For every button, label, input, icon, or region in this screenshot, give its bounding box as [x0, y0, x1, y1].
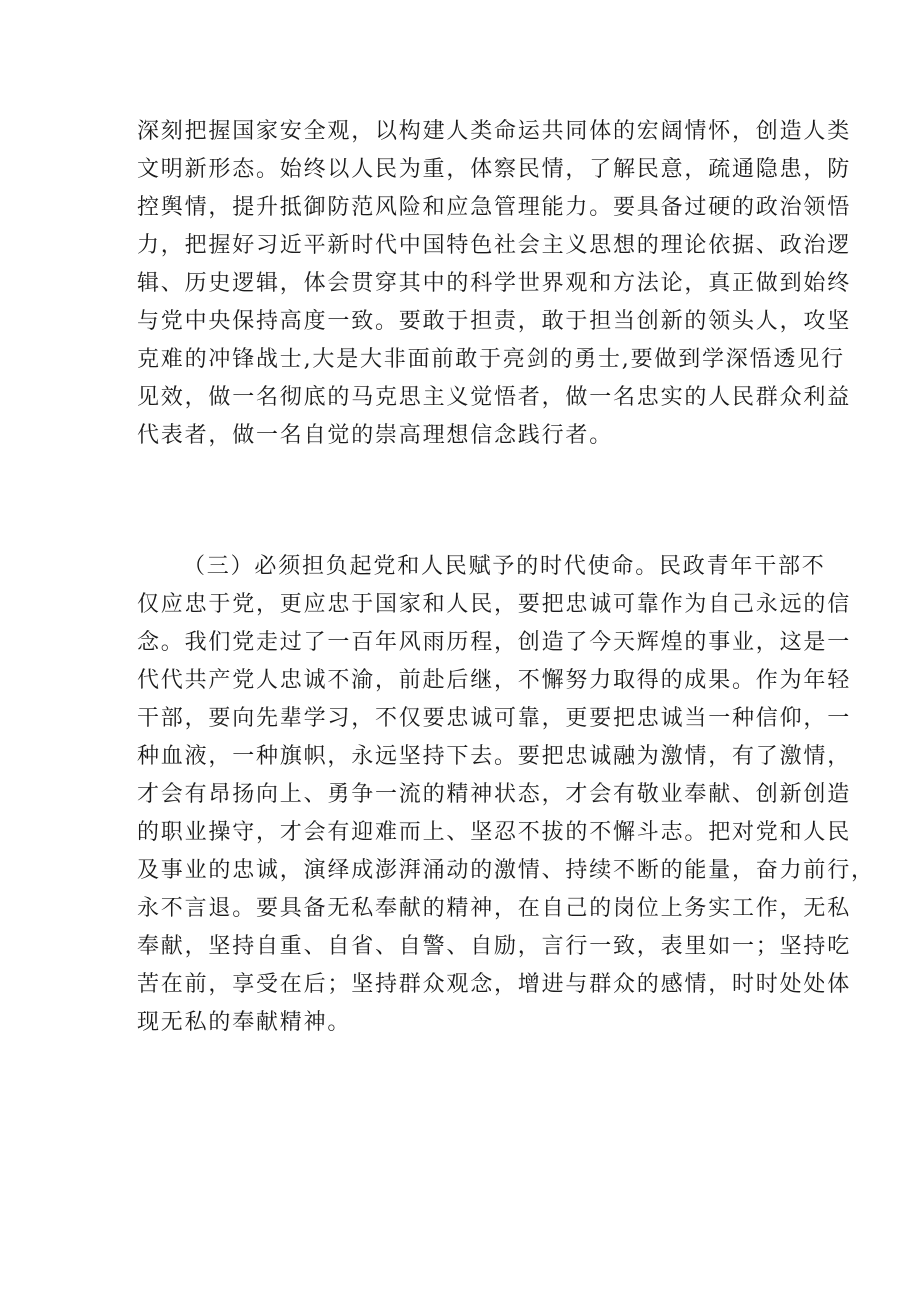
paragraph-line: 控舆情，提升抵御防范风险和应急管理能力。要具备过硬的政治领悟	[137, 195, 852, 220]
paragraph-line: 种血液，一种旗帜，永远坚持下去。要把忠诚融为激情，有了激情，	[137, 744, 852, 769]
paragraph-line: 的职业操守，才会有迎难而上、坚忍不拔的不懈斗志。把对党和人民	[137, 820, 852, 845]
paragraph-line: 及事业的忠诚，演绎成澎湃涌动的激情、持续不断的能量，奋力前行，	[137, 858, 875, 883]
paragraph-line: 辑、历史逻辑，体会贯穿其中的科学世界观和方法论，真正做到始终	[137, 271, 852, 296]
paragraph-line: 文明新形态。始终以人民为重，体察民情，了解民意，疏通隐患，防	[137, 157, 852, 182]
paragraph-line: 见效，做一名彻底的马克思主义觉悟者，做一名忠实的人民群众利益	[137, 385, 852, 410]
paragraph-line: 克难的冲锋战士,大是大非面前敢于亮剑的勇士,要做到学深悟透见行	[137, 347, 845, 372]
paragraph-line: 现无私的奉献精神。	[137, 1010, 352, 1035]
paragraph-line: 苦在前，享受在后；坚持群众观念，增进与群众的感情，时时处处体	[137, 972, 852, 997]
paragraph-line: 深刻把握国家安全观，以构建人类命运共同体的宏阔情怀，创造人类	[137, 119, 852, 144]
paragraph-line: 与党中央保持高度一致。要敢于担责，敢于担当创新的领头人，攻坚	[137, 309, 852, 334]
paragraph-line: 奉献，坚持自重、自省、自警、自励，言行一致，表里如一；坚持吃	[137, 934, 852, 959]
paragraph-line: 代表者，做一名自觉的崇高理想信念践行者。	[137, 423, 614, 448]
paragraph-national-security	[137, 113, 852, 455]
paragraph-line: 干部，要向先辈学习，不仅要忠诚可靠，更要把忠诚当一种信仰，一	[137, 706, 852, 731]
paragraph-line: 永不言退。要具备无私奉献的精神，在自己的岗位上务实工作，无私	[137, 896, 852, 921]
paragraph-line: 仅应忠于党，更应忠于国家和人民，要把忠诚可靠作为自己永远的信	[137, 592, 852, 617]
paragraph-line: 念。我们党走过了一百年风雨历程，创造了今天辉煌的事业，这是一	[137, 630, 852, 655]
paragraph-mission	[137, 548, 875, 1042]
paragraph-line: 才会有昂扬向上、勇争一流的精神状态，才会有敬业奉献、创新创造	[137, 782, 852, 807]
paragraph-line: 代代共产党人忠诚不渝，前赴后继，不懈努力取得的成果。作为年轻	[137, 668, 852, 693]
paragraph-line: 力，把握好习近平新时代中国特色社会主义思想的理论依据、政治逻	[137, 233, 852, 258]
paragraph-line: （三）必须担负起党和人民赋予的时代使命。民政青年干部不	[183, 554, 826, 579]
